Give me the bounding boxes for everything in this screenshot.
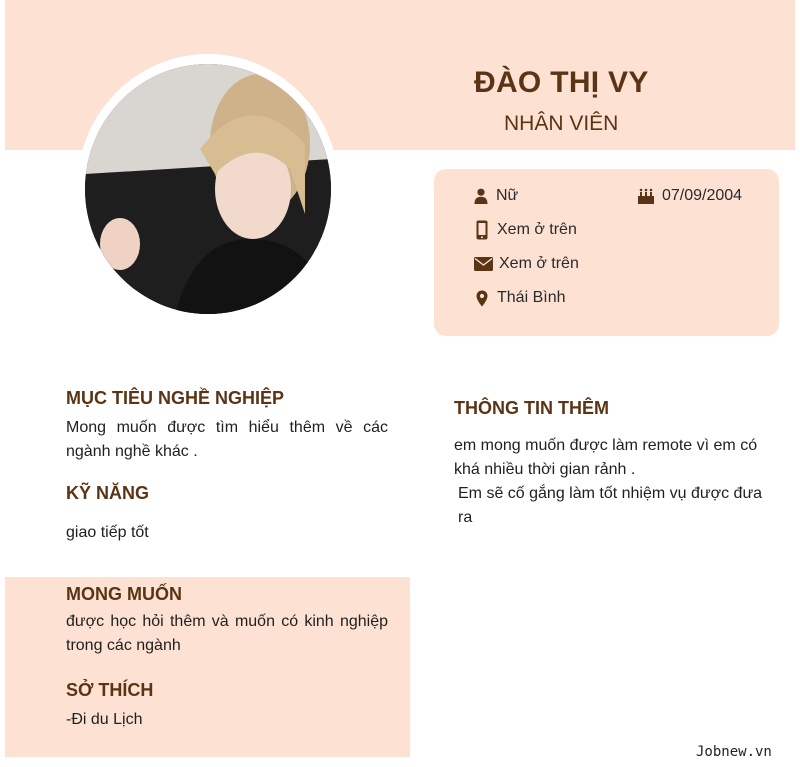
birthday-value: 07/09/2004 bbox=[662, 187, 743, 204]
address-row bbox=[473, 289, 565, 307]
candidate-name: ĐÀO THỊ VY bbox=[474, 66, 649, 99]
wishes-title: MONG MUỐN bbox=[66, 584, 182, 604]
job-title: NHÂN VIÊN bbox=[504, 112, 619, 135]
address-value: Thái Bình bbox=[497, 289, 566, 306]
hobbies-text: -Đi du Lịch bbox=[66, 711, 143, 728]
envelope-icon bbox=[473, 255, 493, 273]
extra-info-line-1: em mong muốn được làm remote vì em có khá nhiều thời gian rảnh . bbox=[454, 437, 758, 478]
phone-row bbox=[473, 221, 577, 239]
phone-value: Xem ở trên bbox=[497, 221, 577, 238]
hobbies-title: SỞ THÍCH bbox=[66, 680, 154, 700]
objective-text: Mong muốn được tìm hiểu thêm về các ngành nghề khác . bbox=[66, 419, 388, 460]
extra-info-text bbox=[454, 434, 780, 530]
skills-title: KỸ NĂNG bbox=[66, 483, 150, 503]
birthday-row bbox=[636, 187, 742, 205]
phone-icon bbox=[473, 221, 491, 239]
email-value: Xem ở trên bbox=[499, 255, 579, 272]
user-icon bbox=[472, 187, 490, 205]
birthday-cake-icon bbox=[636, 187, 656, 205]
skills-text: giao tiếp tốt bbox=[66, 524, 149, 541]
wishes-text: được học hỏi thêm và muốn có kinh nghiệp trong các ngành bbox=[66, 613, 388, 654]
map-marker-icon bbox=[473, 289, 491, 307]
gender-value: Nữ bbox=[496, 187, 519, 204]
objective-title: MỤC TIÊU NGHỀ NGHIỆP bbox=[66, 388, 285, 408]
footer-brand: Jobnew.vn bbox=[696, 744, 772, 760]
extra-info-line-2: Em sẽ cố gắng làm tốt nhiệm vụ được đưa ra bbox=[458, 485, 763, 526]
avatar-photo bbox=[85, 64, 331, 314]
gender-row bbox=[472, 187, 518, 205]
email-row bbox=[473, 255, 579, 273]
avatar bbox=[85, 64, 331, 314]
extra-info-title: THÔNG TIN THÊM bbox=[454, 398, 609, 418]
